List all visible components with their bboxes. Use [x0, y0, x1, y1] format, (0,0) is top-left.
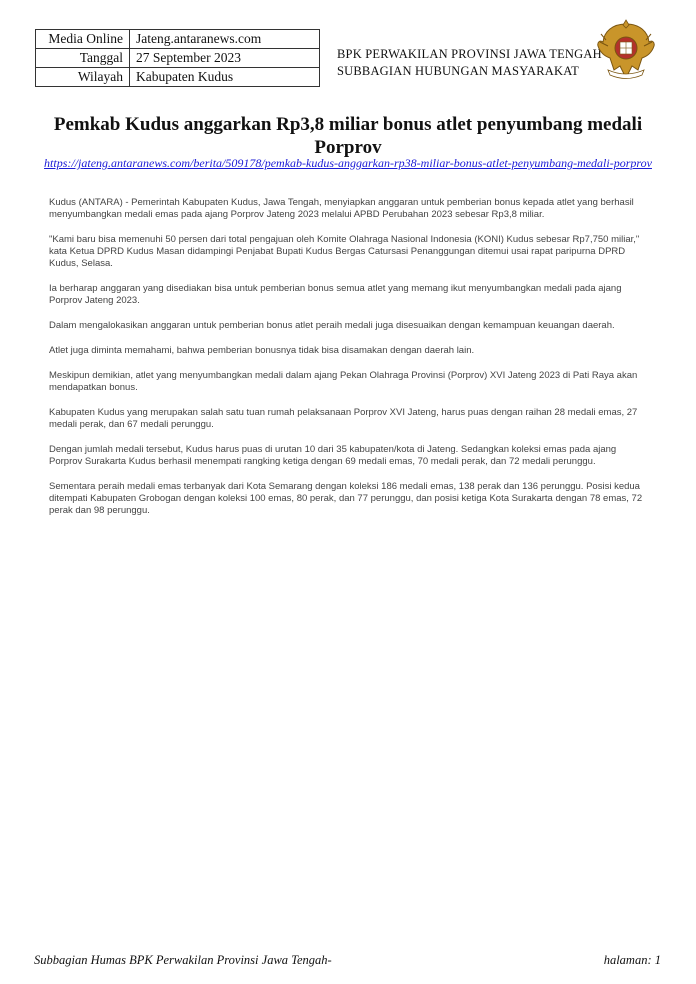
- media-value: Jateng.antaranews.com: [130, 30, 320, 49]
- article-paragraph: Dengan jumlah medali tersebut, Kudus harus puas di urutan 10 dari 35 kabupaten/kota di Jateng. Sedangkan koleksi emas pada ajang Porprov Surakarta Kudus berhasil menempati rangking ketiga dengan 69 medali emas, 70 medali perak, dan 72 medali perunggu.: [49, 444, 617, 467]
- garuda-emblem-icon: [594, 18, 658, 84]
- article-title: Pemkab Kudus anggarkan Rp3,8 miliar bonus atlet penyumbang medali Porprov: [53, 114, 643, 158]
- date-info-row: [36, 49, 320, 68]
- article-paragraph: Atlet juga diminta memahami, bahwa pemberian bonusnya tidak bisa disamakan dengan daerah lain.: [49, 345, 475, 356]
- footer-organization: Subbagian Humas BPK Perwakilan Provinsi Jawa Tengah-: [34, 953, 332, 967]
- article-paragraph: "Kami baru bisa memenuhi 50 persen dari total pengajuan oleh Komite Olahraga Nasional Indonesia (KONI) Kudus sebesar Rp7,750 miliar," kata Ketua DPRD Kudus Masan didampingi Penjabat Bupati Kudus Bergas Catursasi Penanggungan ditemui usai rapat paripurna DPRD Kudus, Selasa.: [49, 234, 640, 269]
- article-paragraph: Dalam mengalokasikan anggaran untuk pemberian bonus atlet peraih medali juga disesuaikan dengan kemampuan keuangan daerah.: [49, 320, 615, 331]
- page-number: halaman: 1: [603, 953, 661, 967]
- media-label: Media Online: [36, 30, 130, 49]
- article-paragraph: Kabupaten Kudus yang merupakan salah satu tuan rumah pelaksanaan Porprov XVI Jateng, harus puas dengan raihan 28 medali emas, 27 medali perak, dan 67 medali perunggu.: [49, 407, 638, 430]
- organization-header: [337, 46, 602, 80]
- region-info-row: [36, 68, 320, 87]
- article-paragraph: Sementara peraih medali emas terbanyak dari Kota Semarang dengan koleksi 186 medali emas, 138 perak dan 136 perunggu. Posisi kedua ditempati Kabupaten Grobogan dengan koleksi 100 emas, 80 perak, dan 77 perunggu, dan posisi ketiga Kota Surakarta dengan 78 emas, 72 perak dan 98 perunggu.: [49, 481, 643, 516]
- media-info-row: [36, 30, 320, 49]
- media-info-table: [35, 29, 320, 87]
- region-label: Wilayah: [36, 68, 130, 87]
- date-value: 27 September 2023: [130, 49, 320, 68]
- organization-name: BPK PERWAKILAN PROVINSI JAWA TENGAH: [337, 47, 602, 61]
- article-paragraph: Kudus (ANTARA) - Pemerintah Kabupaten Kudus, Jawa Tengah, menyiapkan anggaran untuk pemberian bonus kepada atlet yang berhasil menyumbangkan medali emas pada ajang Porprov Jateng 2023 melalui APBD Perubahan 2023 sebesar Rp3,8 miliar.: [49, 197, 634, 220]
- article-source-link[interactable]: https://jateng.antaranews.com/berita/509178/pemkab-kudus-anggarkan-rp38-miliar-bonus-atlet-penyumbang-medali-porprov: [44, 156, 652, 170]
- article-paragraph: Meskipun demikian, atlet yang menyumbangkan medali dalam ajang Pekan Olahraga Provinsi (Porprov) XVI Jateng 2023 di Pati Raya akan mendapatkan bonus.: [49, 370, 638, 393]
- article-paragraph: Ia berharap anggaran yang disediakan bisa untuk pemberian bonus semua atlet yang memang ikut menyumbangkan medali pada ajang Porprov Jateng 2023.: [49, 283, 622, 306]
- organization-division: SUBBAGIAN HUBUNGAN MASYARAKAT: [337, 64, 579, 78]
- date-label: Tanggal: [36, 49, 130, 68]
- article-body: [49, 197, 649, 530]
- region-value: Kabupaten Kudus: [130, 68, 320, 87]
